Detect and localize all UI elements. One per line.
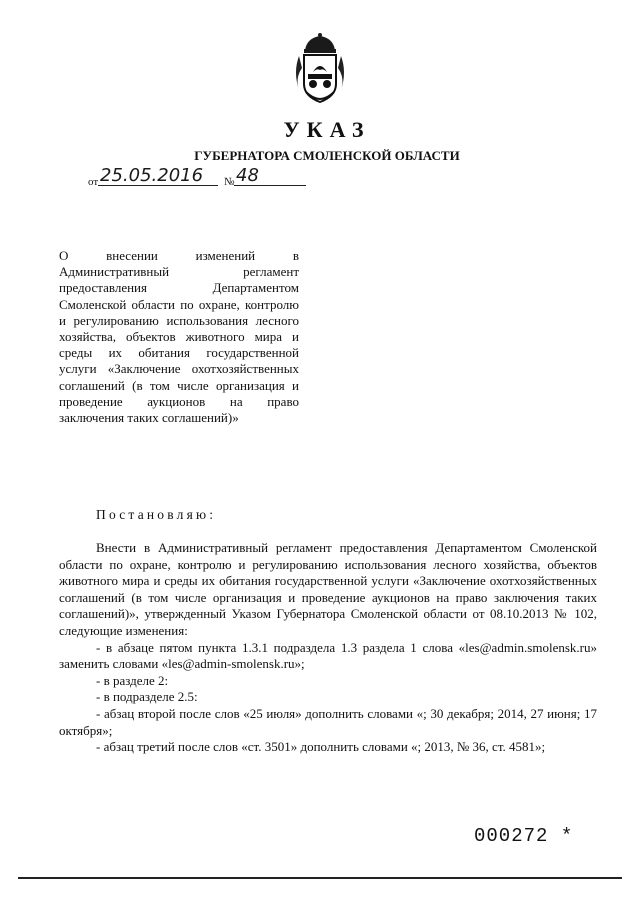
decree-preamble: Постановляю: — [96, 507, 217, 522]
number-underline — [234, 185, 306, 186]
date-prefix-label: от — [88, 176, 99, 188]
handwritten-number: 48 — [236, 165, 259, 186]
body-paragraph: - в абзаце пятом пункта 1.3.1 подраздела 1.3 раздела 1 слова «les@admin.smolensk.ru» заменить словами «les@admin-smolensk.ru»; — [59, 639, 597, 672]
handwritten-date: 25.05.2016 — [100, 165, 204, 186]
coat-of-arms-icon — [293, 32, 347, 108]
bottom-divider — [18, 877, 622, 879]
body-paragraph: - в подразделе 2.5: — [96, 689, 198, 705]
document-subtitle: ГУБЕРНАТОРА СМОЛЕНСКОЙ ОБЛАСТИ — [194, 148, 460, 163]
body-paragraph: Внести в Административный регламент предоставления Департаментом Смоленской области по охране, контролю и регулированию использования лесного хозяйства, объектов животного мира и среды их обитания государственной услуги «Заключение охотхозяйственных соглашений (в том числе организация и проведение аукционов на право заключения таких соглашений)», утвержденный Указом Губернатора Смоленской области от 08.10.2013 № 102, следующие изменения: — [59, 540, 597, 638]
decree-subject: О внесении изменений в Административный регламент предоставления Департаментом Смоленской области по охране, контролю и регулированию использования лесного хозяйства, объектов животного мира и среды их обитания государственной услуги «Заключение охотхозяйственных соглашений (в том числе организация и проведение аукционов на право заключения таких соглашений)» — [59, 248, 299, 426]
date-number-line — [88, 165, 318, 191]
body-paragraph: - абзац второй после слов «25 июля» дополнить словами «; 30 декабря; 2014, 27 июня; 17 октября»; — [59, 705, 597, 738]
decree-body — [59, 540, 597, 756]
document-title: УКАЗ — [283, 117, 371, 142]
body-paragraph: - в разделе 2: — [96, 672, 169, 688]
serial-number: 000272 * — [474, 825, 574, 847]
date-underline — [98, 185, 218, 186]
number-sign-label: № — [224, 176, 235, 188]
body-paragraph: - абзац третий после слов «ст. 3501» дополнить словами «; 2013, № 36, ст. 4581»; — [96, 739, 546, 755]
